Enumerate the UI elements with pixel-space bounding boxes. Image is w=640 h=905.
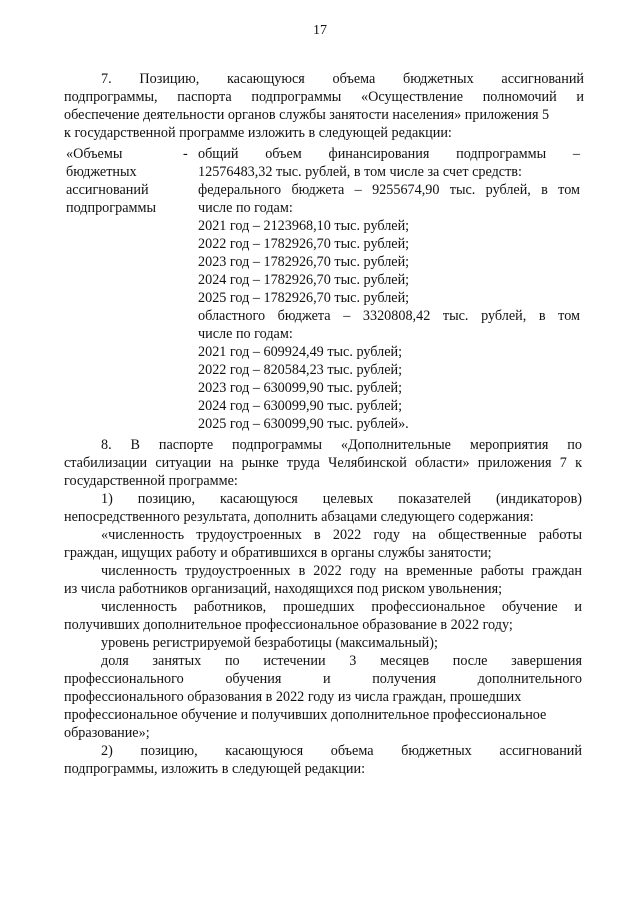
paragraph-7-line-3: обеспечение деятельности органов службы занятости населения» приложения 5 [64, 107, 550, 123]
paragraph-8-line: 2) позицию, касающуюся объема бюджетных ассигнований [101, 743, 582, 759]
paragraph-8-line: граждан, ищущих работу и обратившихся в органы службы занятости; [64, 545, 492, 561]
paragraph-8-line: численность работников, прошедших профессиональное обучение и [101, 599, 582, 615]
table-content-line: 2023 год – 1782926,70 тыс. рублей; [198, 254, 410, 270]
paragraph-8-line: подпрограммы, изложить в следующей редакции: [64, 761, 366, 777]
table-label-line: подпрограммы [66, 200, 156, 216]
paragraph-8-line: численность трудоустроенных в 2022 году на временные работы граждан [101, 563, 582, 579]
paragraph-8-line: уровень регистрируемой безработицы (максимальный); [101, 635, 438, 651]
paragraph-8-line: образование»; [64, 725, 150, 741]
table-content-line: 2021 год – 2123968,10 тыс. рублей; [198, 218, 410, 234]
table-content-line: 2024 год – 1782926,70 тыс. рублей; [198, 272, 410, 288]
table-content-line: 12576483,32 тыс. рублей, в том числе за счет средств: [198, 164, 522, 180]
table-content-line: 2022 год – 820584,23 тыс. рублей; [198, 362, 403, 378]
table-content-line: 2024 год – 630099,90 тыс. рублей; [198, 398, 403, 414]
table-label-line: ассигнований [66, 182, 149, 198]
paragraph-8-line: «численность трудоустроенных в 2022 году на общественные работы [101, 527, 582, 543]
table-content-line: 2023 год – 630099,90 тыс. рублей; [198, 380, 403, 396]
table-content-line: числе по годам: [198, 326, 293, 342]
paragraph-7-line-1: 7. Позицию, касающуюся объема бюджетных ассигнований [101, 71, 584, 87]
paragraph-7-line-2: подпрограммы, паспорта подпрограммы «Осуществление полномочий и [64, 89, 584, 105]
paragraph-8-line: государственной программе: [64, 473, 238, 489]
paragraph-8-line: из числа работников организаций, находящихся под риском увольнения; [64, 581, 503, 597]
table-content-line: областного бюджета – 3320808,42 тыс. рублей, в том [198, 308, 580, 324]
paragraph-8-line: доля занятых по истечении 3 месяцев после завершения [101, 653, 582, 669]
page-number: 17 [313, 23, 327, 38]
paragraph-8-line: профессиональное обучение и получивших дополнительное профессиональное [64, 707, 547, 723]
table-content-line: 2021 год – 609924,49 тыс. рублей; [198, 344, 403, 360]
table-label-cell [66, 145, 184, 217]
paragraph-8-line: непосредственного результата, дополнить абзацами следующего содержания: [64, 509, 534, 525]
paragraph-7-line-4: к государственной программе изложить в следующей редакции: [64, 125, 452, 141]
paragraph-8-line: получивших дополнительное профессиональное образование в 2022 году; [64, 617, 513, 633]
paragraph-8-line: стабилизации ситуации на рынке труда Челябинской области» приложения 7 к [64, 455, 582, 471]
table-dash: - [183, 146, 188, 162]
paragraph-8-line: 1) позицию, касающуюся целевых показателей (индикаторов) [101, 491, 582, 507]
table-content-line: 2025 год – 630099,90 тыс. рублей». [198, 416, 409, 432]
table-content-line: федерального бюджета – 9255674,90 тыс. рублей, в том [198, 182, 580, 198]
table-content-line: 2025 год – 1782926,70 тыс. рублей; [198, 290, 410, 306]
table-content-line: 2022 год – 1782926,70 тыс. рублей; [198, 236, 410, 252]
table-content-line: общий объем финансирования подпрограммы – [198, 146, 580, 162]
paragraph-8-line: профессионального обучения и получения дополнительного [64, 671, 582, 687]
table-content-line: числе по годам: [198, 200, 293, 216]
table-label-line: «Объемы [66, 146, 123, 162]
paragraph-8-line: профессионального образования в 2022 году из числа граждан, прошедших [64, 689, 522, 705]
table-label-line: бюджетных [66, 164, 137, 180]
paragraph-8-line: 8. В паспорте подпрограммы «Дополнительные мероприятия по [101, 437, 582, 453]
